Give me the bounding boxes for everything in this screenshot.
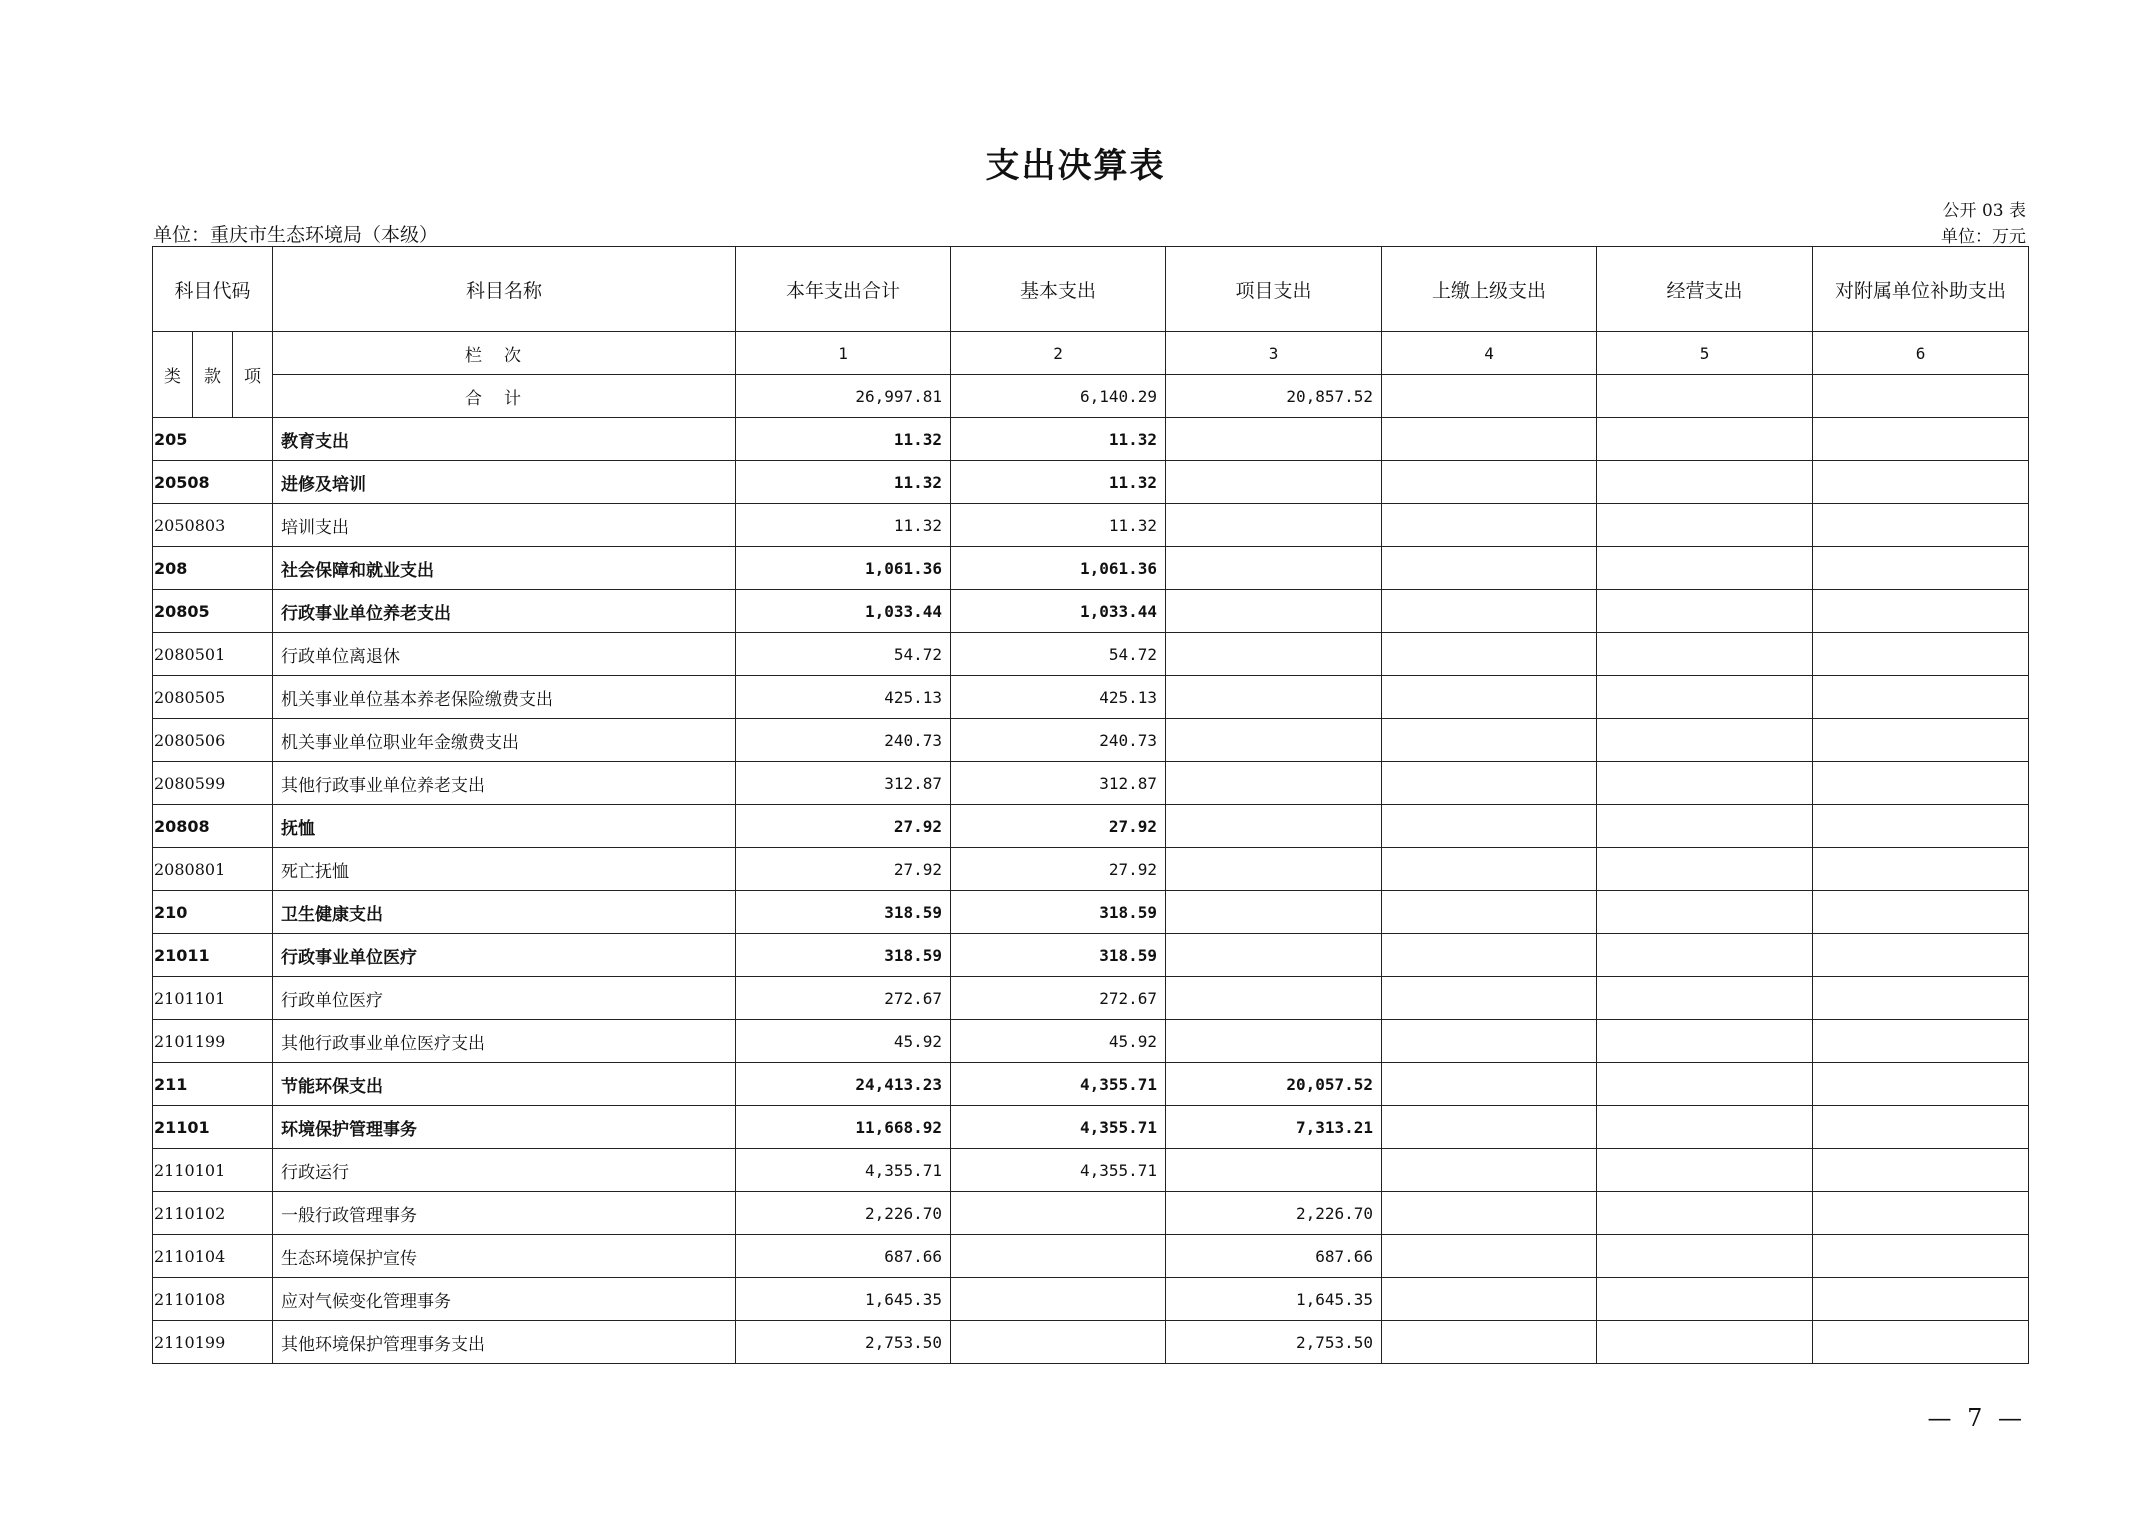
subject-code: 2050803 bbox=[153, 504, 273, 547]
amount-cell bbox=[1166, 848, 1382, 891]
header-name: 科目名称 bbox=[273, 247, 736, 332]
header-total: 本年支出合计 bbox=[736, 247, 951, 332]
amount-cell: 11.32 bbox=[736, 418, 951, 461]
amount-cell bbox=[1813, 633, 2029, 676]
label-lanci: 栏次 bbox=[273, 332, 736, 375]
subject-code: 205 bbox=[153, 418, 273, 461]
subject-code: 2080505 bbox=[153, 676, 273, 719]
subject-code: 2080599 bbox=[153, 762, 273, 805]
amount-cell bbox=[1597, 1192, 1813, 1235]
amount-cell bbox=[1597, 1278, 1813, 1321]
subject-code: 2101101 bbox=[153, 977, 273, 1020]
amount-cell bbox=[1597, 848, 1813, 891]
amount-cell: 27.92 bbox=[951, 848, 1166, 891]
amount-cell: 318.59 bbox=[736, 934, 951, 977]
amount-cell bbox=[1813, 676, 2029, 719]
table-row bbox=[153, 719, 2029, 762]
subject-code: 20508 bbox=[153, 461, 273, 504]
amount-cell: 1,645.35 bbox=[736, 1278, 951, 1321]
subject-code: 21011 bbox=[153, 934, 273, 977]
amount-cell: 2,753.50 bbox=[736, 1321, 951, 1364]
amount-cell: 4,355.71 bbox=[736, 1149, 951, 1192]
amount-cell bbox=[1597, 719, 1813, 762]
amount-cell bbox=[1382, 461, 1597, 504]
table-row bbox=[153, 1235, 2029, 1278]
total-row bbox=[153, 375, 2029, 418]
subject-name: 行政运行 bbox=[273, 1149, 736, 1192]
table-row bbox=[153, 504, 2029, 547]
amount-cell: 2,753.50 bbox=[1166, 1321, 1382, 1364]
subject-name: 行政事业单位医疗 bbox=[273, 934, 736, 977]
amount-cell bbox=[1813, 1321, 2029, 1364]
amount-cell: 312.87 bbox=[951, 762, 1166, 805]
amount-cell bbox=[1597, 805, 1813, 848]
amount-cell: 318.59 bbox=[736, 891, 951, 934]
amount-cell: 687.66 bbox=[736, 1235, 951, 1278]
amount-cell bbox=[1166, 719, 1382, 762]
amount-cell bbox=[1382, 977, 1597, 1020]
amount-cell: 272.67 bbox=[736, 977, 951, 1020]
amount-cell bbox=[1382, 1321, 1597, 1364]
subject-name: 生态环境保护宣传 bbox=[273, 1235, 736, 1278]
total-value: 6,140.29 bbox=[951, 375, 1166, 418]
subject-name: 培训支出 bbox=[273, 504, 736, 547]
amount-cell: 318.59 bbox=[951, 934, 1166, 977]
table-row bbox=[153, 547, 2029, 590]
amount-cell: 27.92 bbox=[736, 848, 951, 891]
amount-cell bbox=[1166, 418, 1382, 461]
amount-cell: 312.87 bbox=[736, 762, 951, 805]
amount-cell bbox=[1813, 1063, 2029, 1106]
amount-cell bbox=[1813, 1192, 2029, 1235]
subject-code: 2080801 bbox=[153, 848, 273, 891]
expenditure-table bbox=[152, 246, 2029, 1364]
col-number: 5 bbox=[1597, 332, 1813, 375]
header-basic: 基本支出 bbox=[951, 247, 1166, 332]
amount-cell bbox=[1166, 891, 1382, 934]
col-number: 4 bbox=[1382, 332, 1597, 375]
table-row bbox=[153, 977, 2029, 1020]
subject-code: 2080501 bbox=[153, 633, 273, 676]
table-row bbox=[153, 848, 2029, 891]
subject-name: 行政单位离退休 bbox=[273, 633, 736, 676]
amount-cell bbox=[1382, 719, 1597, 762]
amount-cell bbox=[1166, 1149, 1382, 1192]
amount-cell bbox=[1813, 1106, 2029, 1149]
subject-name: 节能环保支出 bbox=[273, 1063, 736, 1106]
amount-cell bbox=[1166, 461, 1382, 504]
amount-cell bbox=[1597, 762, 1813, 805]
amount-cell bbox=[1597, 1063, 1813, 1106]
amount-cell bbox=[1166, 676, 1382, 719]
amount-cell bbox=[1813, 547, 2029, 590]
page-title: 支出决算表 bbox=[985, 146, 1166, 186]
header-row bbox=[153, 247, 2029, 332]
table-row bbox=[153, 1106, 2029, 1149]
subject-code: 2110199 bbox=[153, 1321, 273, 1364]
subject-name: 进修及培训 bbox=[273, 461, 736, 504]
amount-cell: 11.32 bbox=[951, 504, 1166, 547]
table-row bbox=[153, 805, 2029, 848]
amount-cell bbox=[1813, 805, 2029, 848]
amount-cell bbox=[1813, 1235, 2029, 1278]
amount-cell: 11.32 bbox=[736, 504, 951, 547]
amount-cell bbox=[1597, 1020, 1813, 1063]
amount-cell bbox=[1813, 891, 2029, 934]
amount-cell bbox=[1813, 418, 2029, 461]
label-lei: 类 bbox=[153, 332, 193, 418]
amount-cell bbox=[1813, 762, 2029, 805]
amount-cell bbox=[1382, 1278, 1597, 1321]
amount-cell bbox=[1382, 590, 1597, 633]
amount-cell: 1,033.44 bbox=[736, 590, 951, 633]
amount-cell bbox=[1166, 762, 1382, 805]
amount-cell bbox=[1166, 805, 1382, 848]
col-number: 1 bbox=[736, 332, 951, 375]
subject-name: 行政单位医疗 bbox=[273, 977, 736, 1020]
header-project: 项目支出 bbox=[1166, 247, 1382, 332]
col-number: 6 bbox=[1813, 332, 2029, 375]
amount-cell bbox=[1382, 418, 1597, 461]
total-value bbox=[1813, 375, 2029, 418]
subject-code: 2101199 bbox=[153, 1020, 273, 1063]
amount-cell bbox=[1813, 590, 2029, 633]
amount-cell bbox=[1813, 504, 2029, 547]
total-value: 26,997.81 bbox=[736, 375, 951, 418]
subject-code: 2080506 bbox=[153, 719, 273, 762]
label-heji: 合计 bbox=[273, 375, 736, 418]
amount-cell: 45.92 bbox=[951, 1020, 1166, 1063]
subject-name: 教育支出 bbox=[273, 418, 736, 461]
amount-cell bbox=[1166, 504, 1382, 547]
amount-cell bbox=[1382, 676, 1597, 719]
subject-code: 2110108 bbox=[153, 1278, 273, 1321]
subject-code: 2110104 bbox=[153, 1235, 273, 1278]
table-row bbox=[153, 1321, 2029, 1364]
header-remit: 上缴上级支出 bbox=[1382, 247, 1597, 332]
amount-cell bbox=[1597, 1106, 1813, 1149]
amount-cell: 2,226.70 bbox=[1166, 1192, 1382, 1235]
subject-name: 应对气候变化管理事务 bbox=[273, 1278, 736, 1321]
subject-name: 机关事业单位基本养老保险缴费支出 bbox=[273, 676, 736, 719]
currency-unit: 单位：万元 bbox=[1941, 227, 2026, 247]
amount-cell: 1,061.36 bbox=[951, 547, 1166, 590]
amount-cell: 7,313.21 bbox=[1166, 1106, 1382, 1149]
amount-cell bbox=[1597, 418, 1813, 461]
amount-cell bbox=[1813, 461, 2029, 504]
header-subsidy: 对附属单位补助支出 bbox=[1813, 247, 2029, 332]
amount-cell: 425.13 bbox=[736, 676, 951, 719]
column-number-row bbox=[153, 332, 2029, 375]
amount-cell bbox=[1166, 934, 1382, 977]
subject-name: 其他行政事业单位医疗支出 bbox=[273, 1020, 736, 1063]
amount-cell bbox=[951, 1235, 1166, 1278]
amount-cell: 20,057.52 bbox=[1166, 1063, 1382, 1106]
amount-cell bbox=[1597, 1149, 1813, 1192]
page-number: — 7 — bbox=[1927, 1404, 2026, 1432]
amount-cell: 11,668.92 bbox=[736, 1106, 951, 1149]
amount-cell: 54.72 bbox=[951, 633, 1166, 676]
form-number: 公开 03 表 bbox=[1942, 201, 2026, 221]
amount-cell: 2,226.70 bbox=[736, 1192, 951, 1235]
reporting-unit: 单位：重庆市生态环境局（本级） bbox=[153, 224, 439, 246]
amount-cell: 1,061.36 bbox=[736, 547, 951, 590]
subject-name: 行政事业单位养老支出 bbox=[273, 590, 736, 633]
amount-cell: 272.67 bbox=[951, 977, 1166, 1020]
table-row bbox=[153, 1020, 2029, 1063]
subject-name: 其他环境保护管理事务支出 bbox=[273, 1321, 736, 1364]
amount-cell bbox=[1382, 547, 1597, 590]
amount-cell: 687.66 bbox=[1166, 1235, 1382, 1278]
total-value bbox=[1382, 375, 1597, 418]
amount-cell bbox=[1382, 1192, 1597, 1235]
amount-cell: 27.92 bbox=[951, 805, 1166, 848]
amount-cell bbox=[1597, 504, 1813, 547]
subject-name: 社会保障和就业支出 bbox=[273, 547, 736, 590]
subject-code: 20805 bbox=[153, 590, 273, 633]
subject-code: 2110101 bbox=[153, 1149, 273, 1192]
amount-cell bbox=[1813, 934, 2029, 977]
amount-cell bbox=[1166, 547, 1382, 590]
amount-cell bbox=[1597, 547, 1813, 590]
amount-cell bbox=[951, 1321, 1166, 1364]
amount-cell bbox=[1166, 633, 1382, 676]
amount-cell: 318.59 bbox=[951, 891, 1166, 934]
amount-cell bbox=[951, 1192, 1166, 1235]
table-row bbox=[153, 1278, 2029, 1321]
subject-name: 其他行政事业单位养老支出 bbox=[273, 762, 736, 805]
table-row bbox=[153, 461, 2029, 504]
table-row bbox=[153, 934, 2029, 977]
amount-cell bbox=[1597, 633, 1813, 676]
subject-name: 抚恤 bbox=[273, 805, 736, 848]
amount-cell bbox=[1597, 977, 1813, 1020]
label-xiang: 项 bbox=[233, 332, 273, 418]
table-row bbox=[153, 418, 2029, 461]
subject-name: 环境保护管理事务 bbox=[273, 1106, 736, 1149]
amount-cell bbox=[1597, 461, 1813, 504]
amount-cell bbox=[1597, 934, 1813, 977]
amount-cell: 27.92 bbox=[736, 805, 951, 848]
amount-cell bbox=[1597, 676, 1813, 719]
amount-cell bbox=[1813, 1278, 2029, 1321]
col-number: 2 bbox=[951, 332, 1166, 375]
col-number: 3 bbox=[1166, 332, 1382, 375]
subject-code: 2110102 bbox=[153, 1192, 273, 1235]
total-value: 20,857.52 bbox=[1166, 375, 1382, 418]
amount-cell bbox=[1597, 590, 1813, 633]
amount-cell bbox=[1382, 633, 1597, 676]
table-row bbox=[153, 633, 2029, 676]
amount-cell: 45.92 bbox=[736, 1020, 951, 1063]
amount-cell: 240.73 bbox=[736, 719, 951, 762]
subject-code: 20808 bbox=[153, 805, 273, 848]
amount-cell: 240.73 bbox=[951, 719, 1166, 762]
label-kuan: 款 bbox=[193, 332, 233, 418]
amount-cell bbox=[1813, 977, 2029, 1020]
subject-code: 21101 bbox=[153, 1106, 273, 1149]
amount-cell bbox=[1382, 805, 1597, 848]
table-row bbox=[153, 1149, 2029, 1192]
table-row bbox=[153, 590, 2029, 633]
subject-name: 死亡抚恤 bbox=[273, 848, 736, 891]
subject-name: 机关事业单位职业年金缴费支出 bbox=[273, 719, 736, 762]
amount-cell bbox=[1813, 848, 2029, 891]
subject-code: 211 bbox=[153, 1063, 273, 1106]
subject-name: 卫生健康支出 bbox=[273, 891, 736, 934]
table-row bbox=[153, 891, 2029, 934]
amount-cell: 11.32 bbox=[736, 461, 951, 504]
amount-cell: 54.72 bbox=[736, 633, 951, 676]
amount-cell bbox=[1597, 1321, 1813, 1364]
amount-cell: 24,413.23 bbox=[736, 1063, 951, 1106]
amount-cell: 4,355.71 bbox=[951, 1063, 1166, 1106]
amount-cell bbox=[1382, 848, 1597, 891]
amount-cell bbox=[1813, 1149, 2029, 1192]
amount-cell bbox=[1166, 590, 1382, 633]
table-row bbox=[153, 1192, 2029, 1235]
header-operating: 经营支出 bbox=[1597, 247, 1813, 332]
amount-cell bbox=[1382, 1106, 1597, 1149]
header-code: 科目代码 bbox=[153, 247, 273, 332]
amount-cell bbox=[1382, 1235, 1597, 1278]
amount-cell: 11.32 bbox=[951, 461, 1166, 504]
amount-cell bbox=[1382, 504, 1597, 547]
amount-cell: 11.32 bbox=[951, 418, 1166, 461]
amount-cell bbox=[1382, 934, 1597, 977]
amount-cell bbox=[951, 1278, 1166, 1321]
total-value bbox=[1597, 375, 1813, 418]
amount-cell: 1,033.44 bbox=[951, 590, 1166, 633]
amount-cell: 4,355.71 bbox=[951, 1149, 1166, 1192]
amount-cell bbox=[1382, 891, 1597, 934]
subject-code: 208 bbox=[153, 547, 273, 590]
amount-cell bbox=[1382, 1020, 1597, 1063]
amount-cell bbox=[1166, 977, 1382, 1020]
amount-cell: 4,355.71 bbox=[951, 1106, 1166, 1149]
amount-cell: 1,645.35 bbox=[1166, 1278, 1382, 1321]
amount-cell: 425.13 bbox=[951, 676, 1166, 719]
table-row bbox=[153, 1063, 2029, 1106]
subject-code: 210 bbox=[153, 891, 273, 934]
table-row bbox=[153, 676, 2029, 719]
amount-cell bbox=[1813, 719, 2029, 762]
subject-name: 一般行政管理事务 bbox=[273, 1192, 736, 1235]
amount-cell bbox=[1597, 891, 1813, 934]
table-row bbox=[153, 762, 2029, 805]
amount-cell bbox=[1597, 1235, 1813, 1278]
amount-cell bbox=[1813, 1020, 2029, 1063]
amount-cell bbox=[1382, 1149, 1597, 1192]
amount-cell bbox=[1382, 762, 1597, 805]
amount-cell bbox=[1166, 1020, 1382, 1063]
amount-cell bbox=[1382, 1063, 1597, 1106]
